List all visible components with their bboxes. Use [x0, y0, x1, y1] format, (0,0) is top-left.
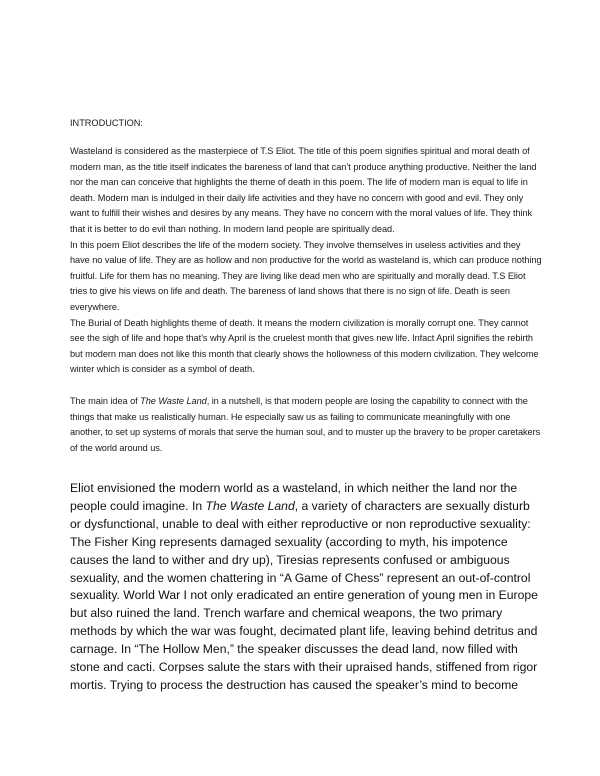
main-idea-title: The Waste Land [140, 396, 207, 406]
section-heading: INTRODUCTION: [70, 118, 143, 128]
introduction-body [70, 144, 542, 378]
main-idea-paragraph [70, 394, 542, 456]
main-idea-text-start: The main idea of [70, 396, 141, 406]
analysis-text-start: Eliot envisioned the modern world as a wasteland, in which neither the land nor the people could imagine. In [70, 481, 518, 513]
analysis-text-end: , a variety of characters are sexually disturb or dysfunctional, unable to deal with either reproductive or non reproductive sexuality: The Fisher King represents damaged sexuality (according to myth, his impotence causes the land to wither and dry up), Tiresias represents confused or ambiguous sexuality, and the women chattering in “A Game of Chess” represent an out-of-control sexuality. World War I not only eradicated an entire generation of young men in Europe but also ruined the land. Trench warfare and chemical weapons, the two primary methods by which the war was fought, decimated plant life, leaving behind detritus and carnage. In “The Hollow Men,” the speaker discusses the dead land, now filled with stone and cacti. Corpses salute the stars with their upraised hands, stiffened from rigor mortis. Trying to process the destruction has caused the speaker’s mind to become [70, 498, 538, 692]
intro-paragraph-3: The Burial of Death highlights theme of death. It means the modern civilization is morally corrupt one. They cannot see the sigh of life and hope that’s why April is the cruelest month that gives new life. Infact April signifies the rebirth but modern man does not like this month that clearly shows the hollowness of this modern civilization. They welcome winter which is consider as a symbol of death. [70, 317, 539, 375]
intro-paragraph-1: Wasteland is considered as the masterpiece of T.S Eliot. The title of this poem signifies spiritual and moral death of modern man, as the title itself indicates the bareness of land that can’t produce anything productive. Neither the land nor the man can conceive that highlights the theme of death in this poem. The life of modern man is equal to life in death. Modern man is indulged in their daily life activities and they have no concern with good and evil. They only want to fulfill their wishes and desires by any means. They have no concern with the moral values of life. They think that it is better to do evil than nothing. In modern land people are spiritually dead. [70, 146, 537, 234]
intro-paragraph-2: In this poem Eliot describes the life of the modern society. They involve themselves in useless activities and they have no value of life. They are as hollow and non productive for the world as wasteland is, which can produce nothing fruitful. Life for them has no meaning. They are living like dead men who are spiritually and morally dead. T.S Eliot tries to give his views on life and death. The bareness of land shows that there is no sign of life. Death is seen everywhere. [70, 239, 542, 312]
main-idea-text-end: , in a nutshell, is that modern people are losing the capability to connect with the things that make us realistically human. He especially saw us as failing to communicate meaningfully with one another, to set up systems of morals that serve the human soul, and to muster up the bravery to be proper caretakers of the world around us. [70, 396, 541, 453]
analysis-title: The Waste Land [205, 498, 295, 513]
analysis-paragraph [70, 480, 540, 695]
